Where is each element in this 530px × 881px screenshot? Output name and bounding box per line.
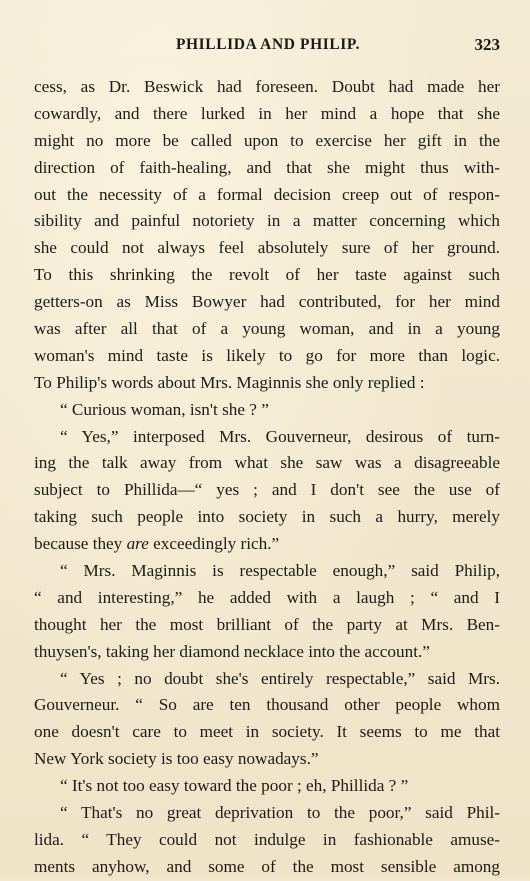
- text-line: “ and interesting,” he added with a laugh ; “ and I: [34, 587, 500, 607]
- text-line: direction of faith-healing, and that she might thus with-: [34, 157, 500, 177]
- text-line: “ Mrs. Maginnis is respectable enough,” said Philip,: [60, 561, 500, 581]
- text-line: thuysen's, taking her diamond necklace into the account.”: [34, 641, 430, 661]
- text-line: sibility and painful notoriety in a matter concerning which: [34, 211, 500, 231]
- text-line: cowardly, and there lurked in her mind a hope that she: [34, 103, 500, 123]
- text-line: subject to Phillida—“ yes ; and I don't see the use of: [34, 480, 500, 500]
- text-line: “ Yes ; no doubt she's entirely respectable,” said Mrs.: [60, 668, 500, 688]
- text-fragment: exceedingly rich.”: [148, 534, 280, 554]
- text-line: “ Yes,” interposed Mrs. Gouverneur, desirous of turn-: [60, 426, 500, 446]
- text-line: “ Curious woman, isn't she ? ”: [60, 399, 269, 419]
- text-line: woman's mind taste is likely to go for more than logic.: [34, 345, 500, 365]
- text-line: ing the talk away from what she saw was a disagreeable: [34, 453, 500, 473]
- text-line: out the necessity of a formal decision creep out of respon-: [34, 184, 500, 204]
- text-fragment: because they: [34, 534, 127, 554]
- text-line: To Philip's words about Mrs. Maginnis she only replied :: [34, 372, 425, 392]
- text-line: she could not always feel absolutely sure of her ground.: [34, 238, 500, 258]
- text-line: New York society is too easy nowadays.”: [34, 749, 319, 769]
- text-line: one doesn't care to meet in society. It seems to me that: [34, 722, 500, 742]
- emphasis-text: are: [126, 534, 149, 554]
- text-line: taking such people into society in such a hurry, merely: [34, 507, 500, 527]
- text-line: getters-on as Miss Bowyer had contributed, for her mind: [34, 292, 500, 312]
- text-line: “ That's no great deprivation to the poor,” said Phil-: [60, 803, 500, 823]
- text-line: “ It's not too easy toward the poor ; eh, Phillida ? ”: [60, 776, 409, 796]
- page-number: 323: [474, 35, 500, 54]
- text-line: Gouverneur. “ So are ten thousand other people whom: [34, 695, 500, 715]
- page-header: [36, 36, 500, 58]
- running-head: PHILLIDA AND PHILIP.: [175, 36, 361, 53]
- text-line: thought her the most brilliant of the party at Mrs. Ben-: [34, 614, 500, 634]
- text-line: [34, 531, 500, 558]
- text-line: was after all that of a young woman, and in a young: [34, 319, 500, 339]
- body-text: [34, 74, 500, 881]
- text-line: ments anyhow, and some of the most sensible among: [34, 856, 500, 876]
- text-line: cess, as Dr. Beswick had foreseen. Doubt had made her: [34, 77, 500, 96]
- text-line: might no more be called upon to exercise her gift in the: [34, 130, 500, 150]
- text-line: To this shrinking the revolt of her taste against such: [34, 265, 500, 285]
- text-line: lida. “ They could not indulge in fashionable amuse-: [34, 829, 500, 849]
